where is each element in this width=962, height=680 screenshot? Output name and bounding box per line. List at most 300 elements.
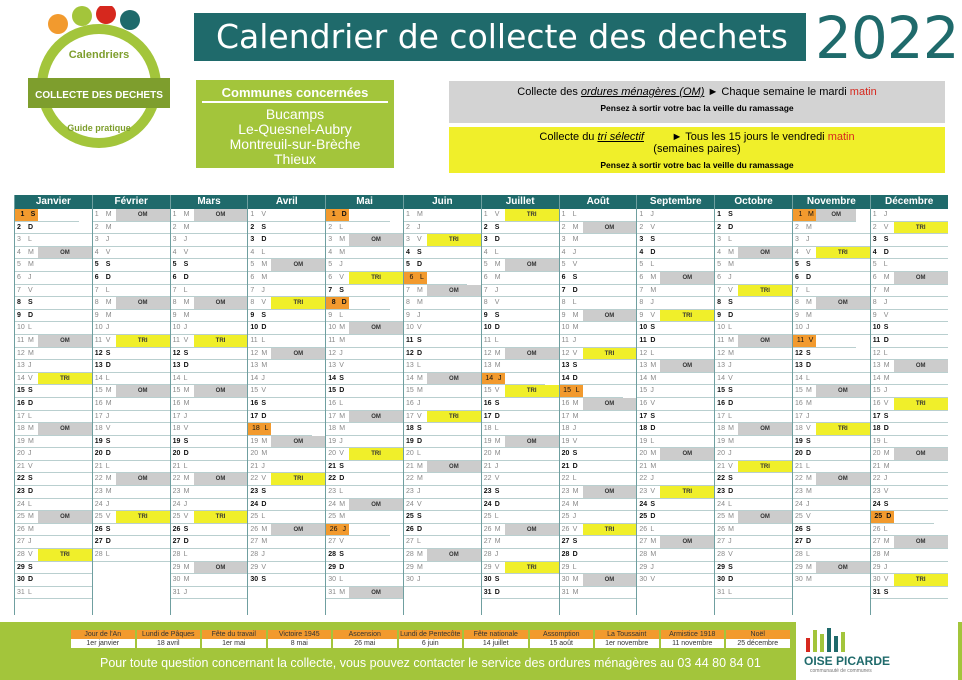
day-empty (894, 436, 948, 448)
day-number: 13 (639, 362, 648, 370)
month-column (325, 195, 403, 615)
communes-panel (196, 80, 394, 168)
day-row (715, 499, 792, 512)
weekday-letter: S (416, 425, 422, 433)
day-empty (194, 222, 248, 234)
weekday-letter: M (28, 437, 34, 445)
day-number: 2 (250, 223, 255, 231)
month-name: Juillet (482, 195, 559, 209)
day-row (482, 511, 559, 524)
weekday-letter: L (339, 576, 344, 584)
day-empty (38, 486, 92, 498)
day-row (715, 297, 792, 310)
day-row (871, 373, 948, 386)
day-row (715, 234, 792, 247)
day-number: 28 (172, 551, 181, 559)
day-number: 14 (717, 374, 725, 382)
day-number: 12 (17, 349, 25, 357)
holiday-date: 11 novembre (661, 639, 725, 648)
day-row (248, 373, 325, 386)
weekday-letter: D (28, 311, 34, 319)
day-row (171, 285, 248, 298)
day-row (326, 222, 403, 235)
weekday-letter: J (728, 538, 732, 546)
day-empty (349, 549, 403, 561)
weekday-letter: S (28, 475, 33, 483)
day-empty (816, 398, 870, 410)
weekday-letter: V (105, 336, 111, 344)
day-row (248, 549, 325, 562)
day-row (248, 398, 325, 411)
day-number: 28 (561, 551, 570, 559)
day-number: 9 (172, 311, 177, 319)
holiday-date: 8 mai (268, 639, 332, 648)
weekday-letter: M (728, 261, 735, 269)
tri-marker (116, 247, 170, 259)
day-row (637, 499, 714, 512)
day-row (404, 348, 481, 361)
om-marker: OM (894, 360, 948, 372)
day-empty (660, 322, 714, 334)
day-row (793, 209, 857, 222)
day-empty (271, 448, 325, 460)
day-number: 11 (793, 335, 806, 347)
day-number: 10 (94, 324, 103, 332)
weekday-letter: L (183, 462, 188, 470)
weekday-letter: D (339, 297, 349, 309)
day-row (715, 486, 792, 499)
tri-line-prefix: Collecte du (539, 131, 598, 143)
day-number: 5 (872, 261, 877, 269)
day-number: 7 (250, 286, 255, 294)
day-empty (816, 524, 870, 536)
day-number: 18 (328, 425, 336, 433)
day-row (15, 297, 92, 310)
om-marker: OM (116, 209, 170, 221)
day-number: 20 (794, 450, 803, 458)
day-row (793, 222, 870, 235)
weekday-letter: S (494, 576, 500, 584)
day-row (482, 322, 559, 335)
day-row (715, 398, 792, 411)
day-row (93, 385, 170, 398)
day-empty (271, 499, 325, 511)
day-number: 7 (94, 286, 99, 294)
day-empty (349, 310, 403, 322)
tri-marker (894, 310, 948, 322)
day-number: 16 (405, 399, 414, 407)
day-number: 19 (250, 437, 259, 445)
day-row (326, 536, 403, 549)
day-empty (894, 373, 948, 385)
day-number: 20 (94, 450, 103, 458)
weekday-letter: M (339, 513, 346, 521)
weekday-letter: D (105, 450, 111, 458)
day-empty (660, 348, 714, 360)
day-empty (738, 398, 792, 410)
day-row (871, 310, 948, 323)
weekday-letter: L (339, 488, 344, 496)
weekday-letter: V (261, 475, 267, 483)
day-row (793, 411, 870, 424)
day-row (93, 259, 170, 272)
day-number: 30 (794, 576, 803, 584)
holiday-date: 15 août (530, 639, 594, 648)
day-row (560, 385, 624, 398)
day-row (793, 272, 870, 285)
day-row (560, 436, 637, 449)
weekday-letter: J (805, 500, 810, 508)
day-row (93, 272, 170, 285)
weekday-letter: M (416, 299, 423, 307)
weekday-letter: V (339, 273, 344, 281)
weekday-letter: S (183, 437, 189, 445)
day-number: 13 (483, 362, 492, 370)
day-number: 6 (94, 273, 99, 281)
day-number: 4 (405, 248, 410, 256)
day-number: 19 (94, 437, 103, 445)
day-empty (894, 549, 948, 561)
day-empty (38, 222, 92, 234)
weekday-letter: L (261, 423, 271, 435)
om-marker: OM (660, 272, 714, 284)
day-row (93, 536, 170, 549)
day-number: 31 (561, 588, 570, 596)
day-number: 29 (717, 563, 725, 571)
day-number: 27 (561, 538, 570, 546)
weekday-letter: D (183, 362, 189, 370)
weekday-letter: M (494, 450, 501, 458)
day-number: 24 (94, 500, 103, 508)
day-row (404, 448, 481, 461)
weekday-letter: M (805, 576, 812, 584)
tri-note: Pensez à sortir votre bac la veille du ramassage (600, 160, 794, 170)
day-row (93, 348, 170, 361)
tri-marker: TRI (583, 348, 637, 360)
day-row (793, 310, 870, 323)
weekday-letter: V (650, 399, 656, 407)
weekday-letter: V (105, 248, 111, 256)
day-empty (660, 297, 714, 309)
day-empty (583, 297, 637, 309)
om-marker: OM (583, 574, 637, 586)
om-line-prefix: Collecte des (517, 86, 581, 98)
day-number: 11 (17, 336, 25, 344)
om-marker: OM (38, 335, 92, 347)
tri-marker: TRI (271, 297, 325, 309)
day-row (93, 411, 170, 424)
day-number: 24 (405, 500, 414, 508)
weekday-letter: M (183, 387, 190, 395)
day-empty (738, 499, 792, 511)
day-empty (738, 222, 792, 234)
day-row (560, 486, 637, 499)
day-row (482, 272, 559, 285)
tri-marker (505, 473, 559, 485)
day-number: 16 (250, 399, 259, 407)
day-number: 11 (872, 336, 881, 344)
day-row (404, 259, 481, 272)
holiday-legend-item (464, 630, 528, 648)
day-row (715, 373, 792, 386)
day-number: 3 (483, 236, 488, 244)
day-empty (816, 373, 870, 385)
tri-marker: TRI (116, 511, 170, 523)
tri-marker (660, 222, 714, 234)
weekday-letter: D (339, 563, 345, 571)
weekday-letter: L (883, 349, 888, 357)
day-empty (505, 398, 559, 410)
day-row (560, 222, 637, 235)
day-number: 3 (94, 236, 99, 244)
day-row (326, 473, 403, 486)
day-number: 16 (172, 399, 181, 407)
day-empty (738, 448, 792, 460)
day-number: 4 (717, 248, 722, 256)
day-number: 1 (639, 211, 644, 218)
weekday-letter: D (261, 324, 267, 332)
day-row (793, 285, 870, 298)
weekday-letter: J (339, 349, 343, 357)
day-number: 2 (639, 223, 644, 231)
day-empty (505, 247, 559, 259)
day-empty (738, 272, 792, 284)
day-empty (583, 423, 637, 435)
day-row (15, 461, 92, 474)
day-empty (349, 486, 403, 498)
month-name: Juin (404, 195, 481, 209)
day-empty (583, 448, 637, 460)
weekday-letter: S (28, 209, 38, 221)
day-number: 29 (794, 563, 803, 571)
weekday-letter: J (105, 500, 110, 508)
day-empty (505, 511, 559, 523)
weekday-letter: J (105, 412, 110, 420)
tri-line-time: matin (827, 131, 855, 143)
day-empty (349, 247, 403, 259)
day-row (404, 234, 481, 247)
weekday-letter: L (261, 336, 266, 344)
day-number: 13 (872, 362, 881, 370)
day-row (248, 511, 325, 524)
weekday-letter: V (883, 223, 889, 231)
day-number: 9 (17, 311, 21, 319)
day-row (793, 436, 870, 449)
month-column (403, 195, 481, 615)
weekday-letter: D (28, 488, 34, 496)
day-number: 5 (717, 261, 722, 269)
weekday-letter: D (805, 450, 812, 458)
day-row (326, 272, 403, 285)
weekday-letter: L (728, 324, 733, 332)
day-number: 8 (405, 299, 410, 307)
holiday-legend-item (661, 630, 725, 648)
tri-marker: TRI (505, 385, 559, 397)
day-empty (738, 209, 792, 221)
weekday-letter: M (339, 324, 346, 332)
tri-marker (271, 562, 325, 574)
weekday-letter: V (339, 450, 344, 458)
holiday-date: 1er janvier (71, 639, 135, 648)
day-empty (738, 385, 792, 397)
day-row (15, 423, 92, 436)
weekday-letter: V (416, 500, 422, 508)
weekday-letter: M (183, 563, 190, 571)
day-number: 21 (94, 462, 103, 470)
day-row (248, 322, 325, 335)
day-number: 3 (872, 236, 877, 244)
weekday-letter: L (28, 236, 32, 244)
day-row (15, 285, 92, 298)
weekday-letter: J (28, 538, 32, 546)
day-number: 26 (717, 525, 725, 533)
day-row (560, 209, 637, 222)
day-empty (583, 285, 637, 297)
day-number: 25 (871, 511, 884, 523)
day-empty (738, 360, 792, 372)
day-empty (583, 247, 637, 259)
day-empty (894, 297, 948, 309)
day-row (404, 209, 481, 222)
day-empty (894, 461, 948, 473)
day-row (637, 511, 714, 524)
day-row (482, 348, 559, 361)
day-number: 13 (172, 362, 181, 370)
holiday-date: 1er novembre (595, 639, 659, 648)
weekday-letter: L (572, 475, 577, 483)
day-row (15, 499, 92, 512)
om-marker: OM (116, 385, 170, 397)
day-row (871, 297, 948, 310)
weekday-letter: D (339, 387, 345, 395)
day-number: 3 (561, 236, 566, 244)
day-number: 7 (639, 286, 644, 294)
day-number: 28 (94, 551, 103, 559)
day-empty (660, 373, 714, 385)
day-number: 5 (639, 261, 644, 269)
day-number: 12 (94, 349, 103, 357)
tri-marker: TRI (38, 549, 92, 561)
day-row (171, 222, 248, 235)
day-number: 23 (172, 488, 181, 496)
day-number: 13 (717, 362, 725, 370)
tri-marker (427, 499, 481, 511)
day-number: 25 (250, 513, 259, 521)
day-number: 2 (328, 223, 333, 231)
weekday-letter: D (805, 273, 812, 281)
day-number: 6 (404, 272, 417, 284)
day-number: 6 (639, 273, 644, 281)
day-number: 25 (94, 513, 103, 521)
day-row (871, 549, 948, 562)
weekday-letter: S (650, 500, 656, 508)
day-number: 23 (561, 488, 570, 496)
weekday-letter: D (572, 462, 578, 470)
om-marker: OM (583, 486, 637, 498)
day-number: 27 (794, 538, 803, 546)
weekday-letter: V (572, 525, 578, 533)
weekday-letter: V (728, 551, 733, 559)
day-row (482, 285, 559, 298)
month-name: Septembre (637, 195, 714, 209)
day-number: 19 (717, 437, 725, 445)
day-number: 19 (561, 437, 570, 445)
weekday-letter: S (883, 324, 889, 332)
day-number: 2 (405, 223, 410, 231)
day-row (637, 461, 714, 474)
day-number: 1 (15, 209, 28, 221)
day-number: 1 (250, 211, 255, 218)
om-marker: OM (816, 209, 857, 221)
day-empty (816, 536, 870, 548)
day-row (871, 360, 948, 373)
month-name: Octobre (715, 195, 792, 209)
day-empty (583, 385, 624, 397)
day-row (171, 574, 248, 587)
day-row (171, 272, 248, 285)
weekday-letter: V (494, 475, 500, 483)
weekday-letter: S (728, 475, 733, 483)
weekday-letter: V (339, 362, 344, 370)
month-column (247, 195, 325, 615)
day-number: 2 (94, 223, 99, 231)
weekday-letter: M (183, 576, 190, 584)
weekday-letter: J (495, 373, 505, 385)
day-row (326, 398, 403, 411)
day-row (404, 511, 481, 524)
day-empty (427, 398, 481, 410)
day-empty (349, 473, 403, 485)
day-empty (738, 473, 792, 485)
weekday-letter: M (261, 450, 268, 458)
day-number: 7 (405, 286, 410, 294)
day-number: 26 (326, 524, 339, 536)
om-line-suffix: ► Chaque semaine le mardi (704, 86, 850, 98)
day-row (637, 423, 714, 436)
day-row (637, 272, 714, 285)
day-empty (660, 499, 714, 511)
day-empty (738, 348, 792, 360)
day-number: 9 (794, 311, 799, 319)
day-row (404, 536, 481, 549)
day-number: 26 (172, 525, 181, 533)
day-row (248, 423, 312, 436)
weekday-letter: M (494, 261, 501, 269)
day-row (248, 297, 325, 310)
day-row (793, 259, 870, 272)
weekday-letter: L (28, 324, 32, 332)
day-row (248, 461, 325, 474)
day-empty (116, 360, 170, 372)
day-empty (116, 411, 170, 423)
day-empty (38, 524, 92, 536)
day-empty (894, 511, 935, 523)
day-row (171, 473, 248, 486)
weekday-letter: M (494, 362, 501, 370)
day-empty (38, 259, 92, 271)
weekday-letter: M (728, 525, 735, 533)
weekday-letter: S (416, 513, 422, 521)
day-number: 25 (405, 513, 414, 521)
weekday-letter: M (806, 209, 816, 221)
weekday-letter: V (572, 261, 578, 269)
day-row (871, 272, 948, 285)
day-row (15, 398, 92, 411)
day-empty (38, 310, 92, 322)
weekday-letter: V (494, 299, 500, 307)
day-row (637, 259, 714, 272)
tri-marker (194, 423, 248, 435)
